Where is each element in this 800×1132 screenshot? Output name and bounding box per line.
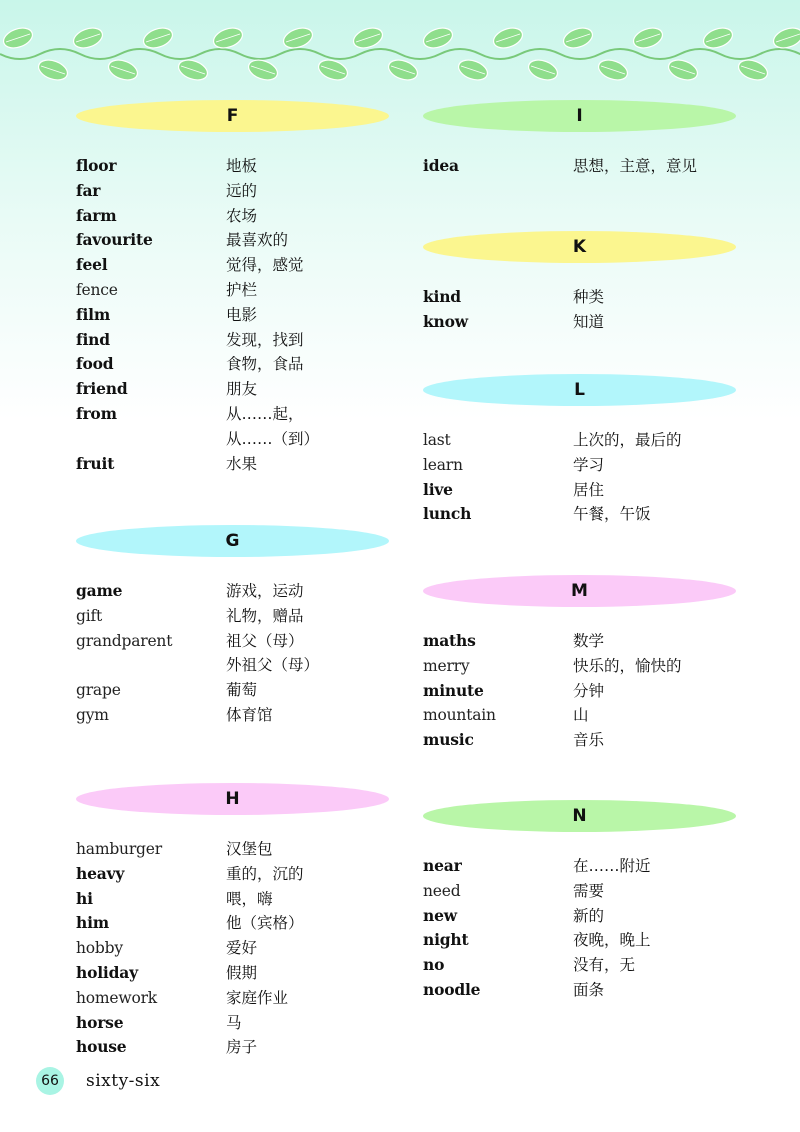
entry-list [423, 428, 753, 527]
vocab-entry [76, 204, 406, 229]
vocab-meaning: 快乐的，愉快的 [573, 656, 682, 675]
vocab-meaning: 需要 [573, 881, 605, 900]
vocab-word: heavy [76, 863, 125, 883]
vocab-word: feel [76, 255, 108, 275]
vocab-entry [423, 453, 753, 478]
vocab-word: food [76, 354, 114, 374]
letter-label: L [574, 380, 585, 400]
vocab-entry [76, 1011, 406, 1036]
vocab-entry [423, 154, 753, 179]
vocab-meaning: 发现，找到 [226, 330, 304, 349]
letter-label: N [572, 806, 587, 826]
vocab-entry [423, 728, 753, 753]
vocab-meaning: 爱好 [226, 939, 258, 958]
vocab-entry [76, 253, 406, 278]
vocab-word: noodle [423, 979, 481, 999]
vocab-word: learn [423, 455, 463, 474]
vocab-entry [76, 278, 406, 303]
letter-header-g [76, 525, 389, 557]
vocab-word: film [76, 304, 111, 324]
vocab-meaning: 朋友 [226, 380, 258, 399]
vocab-entry [76, 579, 406, 604]
vocab-meaning: 假期 [226, 963, 258, 982]
vocab-word: gym [76, 705, 109, 724]
vocab-meaning: 他（宾格） [226, 914, 304, 933]
section-l [423, 374, 753, 524]
page-number: 66 [41, 1073, 59, 1089]
vocab-entry [76, 936, 406, 961]
vocab-meaning: 午餐，午饭 [573, 505, 651, 524]
vocab-entry [76, 328, 406, 353]
section-h [76, 783, 406, 1057]
vocab-meaning: 最喜欢的 [226, 231, 289, 250]
vocab-meaning: 山 [573, 706, 589, 725]
vocab-meaning: 水果 [226, 454, 258, 473]
vocab-meaning: 护栏 [226, 280, 258, 299]
vocab-meaning: 祖父（母） 外祖父（母） [226, 631, 320, 675]
entry-list [423, 629, 753, 753]
section-i [423, 100, 753, 175]
vocab-entry [423, 478, 753, 503]
vocab-entry [76, 179, 406, 204]
letter-header-n [423, 800, 736, 832]
vocab-meaning: 思想，主意，意见 [573, 157, 698, 175]
entry-list [423, 285, 753, 335]
vocab-entry [76, 303, 406, 328]
vocab-entry [423, 703, 753, 728]
vocab-entry [76, 604, 406, 629]
vocab-meaning: 知道 [573, 312, 605, 331]
page-number-badge [36, 1067, 64, 1095]
vocab-entry [76, 402, 406, 452]
vocab-entry [76, 228, 406, 253]
vocab-word: near [423, 856, 462, 875]
vocab-entry [76, 961, 406, 986]
entry-list [423, 854, 753, 1003]
vocab-entry [76, 703, 406, 728]
vocab-meaning: 房子 [226, 1038, 258, 1057]
vocab-word: live [423, 479, 453, 499]
vocab-meaning: 游戏，运动 [226, 582, 304, 600]
vocab-meaning: 体育馆 [226, 705, 273, 724]
letter-header-l [423, 374, 736, 406]
vocab-entry [76, 452, 406, 477]
vocab-meaning: 居住 [573, 480, 605, 499]
vocab-meaning: 汉堡包 [226, 840, 273, 858]
letter-header-m [423, 575, 736, 607]
vocab-meaning: 上次的，最后的 [573, 431, 682, 449]
letter-label: M [571, 581, 588, 601]
vocab-word: lunch [423, 504, 472, 524]
page-footer [36, 1066, 160, 1096]
vocab-word: holiday [76, 962, 138, 982]
vocab-word: need [423, 881, 461, 900]
section-f [76, 100, 406, 473]
vocab-word: house [76, 1037, 127, 1057]
vocab-meaning: 数学 [573, 632, 605, 650]
vocab-meaning: 农场 [226, 206, 258, 225]
vocab-entry [76, 911, 406, 936]
vocab-meaning: 学习 [573, 455, 605, 474]
vocab-word: from [76, 403, 117, 423]
entry-list [76, 579, 406, 728]
vocab-entry [76, 837, 406, 862]
vocab-word: farm [76, 205, 117, 225]
vocab-entry [76, 352, 406, 377]
vocab-word: no [423, 955, 445, 975]
vocab-word: hi [76, 888, 93, 908]
vocab-entry [423, 879, 753, 904]
vocab-entry [423, 679, 753, 704]
vocab-entry [76, 986, 406, 1011]
vocab-meaning: 礼物，赠品 [226, 606, 304, 625]
vocab-meaning: 喂，嗨 [226, 889, 273, 908]
vocab-meaning: 马 [226, 1013, 242, 1032]
vocab-word: maths [423, 631, 476, 650]
vocab-meaning: 在……附近 [573, 857, 651, 875]
vocab-meaning: 葡萄 [226, 681, 258, 700]
vocab-meaning: 面条 [573, 980, 605, 999]
vocab-entry [423, 629, 753, 654]
vocab-meaning: 电影 [226, 305, 258, 324]
vocab-word: mountain [423, 706, 496, 725]
leaf-vine-border [0, 14, 800, 92]
vocab-word: fence [76, 280, 118, 299]
vocab-word: last [423, 431, 451, 449]
vocab-word: favourite [76, 230, 153, 250]
vocab-entry [423, 978, 753, 1003]
vocab-entry [423, 654, 753, 679]
vocab-word: horse [76, 1012, 124, 1032]
vocab-word: him [76, 913, 109, 933]
vocab-entry [76, 887, 406, 912]
vocab-entry [423, 953, 753, 978]
vocab-word: hamburger [76, 840, 162, 858]
vocab-meaning: 夜晚，晚上 [573, 931, 651, 950]
vocab-entry [76, 154, 406, 179]
vocab-word: grandparent [76, 631, 173, 650]
entry-list [76, 837, 406, 1060]
vocab-word: music [423, 730, 474, 750]
vocab-meaning: 新的 [573, 906, 605, 925]
letter-header-k [423, 231, 736, 263]
letter-label: H [225, 789, 240, 809]
letter-header-f [76, 100, 389, 132]
vocab-entry [423, 310, 753, 335]
vocab-meaning: 分钟 [573, 681, 605, 700]
vocab-word: fruit [76, 453, 115, 473]
vocab-entry [423, 928, 753, 953]
vocab-meaning: 觉得，感觉 [226, 256, 304, 275]
page-number-word: sixty-six [86, 1071, 161, 1091]
letter-label: I [576, 106, 583, 126]
vocab-word: merry [423, 656, 470, 675]
vocab-entry [423, 285, 753, 310]
vocab-entry [76, 678, 406, 703]
vocab-word: far [76, 180, 101, 200]
section-g [76, 525, 406, 724]
vocab-entry [423, 428, 753, 453]
vocab-word: find [76, 329, 110, 349]
vocab-meaning: 食物，食品 [226, 355, 304, 374]
section-k [423, 231, 753, 331]
leaf-icon [771, 24, 800, 51]
vocab-meaning: 从……起， 从……（到） [226, 404, 320, 448]
vocab-meaning: 地板 [226, 157, 258, 175]
vocab-word: gift [76, 606, 103, 625]
vocab-meaning: 家庭作业 [226, 988, 289, 1007]
vocab-entry [423, 854, 753, 879]
vocab-meaning: 音乐 [573, 731, 605, 750]
entry-list [76, 154, 406, 476]
vocab-entry [76, 629, 406, 679]
section-m [423, 575, 753, 750]
vocab-word: new [423, 905, 457, 925]
letter-label: F [226, 106, 239, 126]
vocab-meaning: 种类 [573, 288, 605, 306]
vocab-word: game [76, 581, 123, 600]
entry-list [423, 154, 753, 179]
vocab-word: friend [76, 379, 128, 399]
letter-header-h [76, 783, 389, 815]
vocab-entry [423, 904, 753, 929]
letter-header-i [423, 100, 736, 132]
vocab-meaning: 没有，无 [573, 956, 636, 975]
vocab-word: minute [423, 680, 484, 700]
vocab-entry [76, 1035, 406, 1060]
vocab-word: grape [76, 681, 121, 700]
vocab-word: kind [423, 287, 461, 306]
letter-label: G [225, 531, 240, 551]
letter-label: K [572, 237, 587, 257]
vocab-word: night [423, 930, 469, 950]
vocab-word: know [423, 311, 468, 331]
vocab-word: hobby [76, 939, 123, 958]
vocab-word: floor [76, 156, 117, 175]
vocab-word: idea [423, 156, 459, 175]
vocab-word: homework [76, 988, 157, 1007]
vocab-entry [76, 377, 406, 402]
vocab-meaning: 重的，沉的 [226, 864, 304, 883]
vocab-meaning: 远的 [226, 181, 258, 200]
vocab-entry [423, 502, 753, 527]
vocab-entry [76, 862, 406, 887]
section-n [423, 800, 753, 999]
